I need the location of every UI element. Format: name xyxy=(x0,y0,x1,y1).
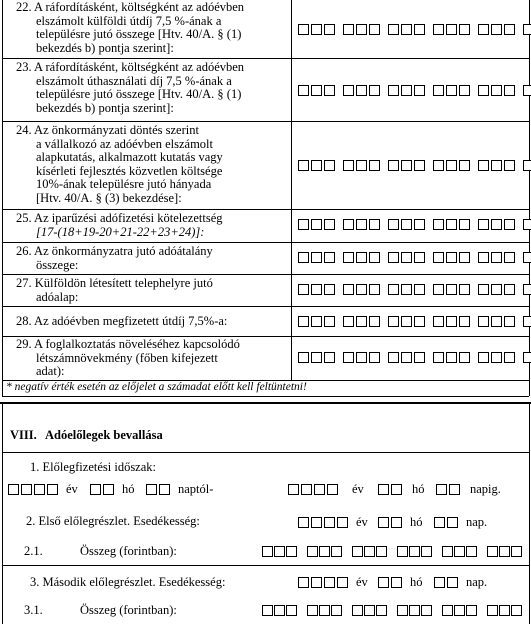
amount-digit-box[interactable] xyxy=(286,605,297,616)
amount-digit-box[interactable] xyxy=(324,85,335,96)
amount-digit-box[interactable] xyxy=(446,160,457,171)
amount-digit-box[interactable] xyxy=(504,252,515,263)
row-26-label xyxy=(16,245,288,272)
row-24-line: a vállalkozó az adóévben elszámolt xyxy=(36,136,214,151)
amount-digit-box[interactable] xyxy=(356,352,367,363)
month-unit-label: hó xyxy=(410,515,423,529)
amount-digit-box[interactable] xyxy=(311,85,322,96)
row-29-line: létszámnövekmény (főben kifejezett xyxy=(36,350,218,365)
amount-digit-box[interactable] xyxy=(364,605,375,616)
month-unit-label: hó xyxy=(410,575,423,589)
year-digit-box[interactable] xyxy=(337,577,348,588)
amount-digit-box[interactable] xyxy=(487,546,498,557)
amount-digit-box[interactable] xyxy=(414,160,425,171)
year-unit-label: év xyxy=(352,482,364,496)
amount-digit-box[interactable] xyxy=(388,24,399,35)
amount-digit-box[interactable] xyxy=(433,352,444,363)
amount-digit-box[interactable] xyxy=(369,316,380,327)
day-digit-box[interactable] xyxy=(159,484,170,495)
amount-digit-box[interactable] xyxy=(369,219,380,230)
day-digit-box[interactable] xyxy=(146,484,157,495)
section-header-divider xyxy=(2,452,529,453)
amount-digit-box[interactable] xyxy=(262,546,273,557)
amount-digit-box[interactable] xyxy=(446,24,457,35)
day-unit-label: nap. xyxy=(466,575,488,589)
amount-digit-box[interactable] xyxy=(356,316,367,327)
year-unit-label: év xyxy=(356,515,368,529)
amount-digit-box[interactable] xyxy=(343,316,354,327)
amount-digit-box[interactable] xyxy=(414,284,425,295)
amount-digit-box[interactable] xyxy=(523,85,531,96)
row-22-line: településre jutó összege [Htv. 40/A. § (1) xyxy=(36,27,242,42)
amount-digit-box[interactable] xyxy=(369,252,380,263)
year-digit-box[interactable] xyxy=(327,484,338,495)
amount-digit-box[interactable] xyxy=(433,284,444,295)
amount-digit-box[interactable] xyxy=(499,546,510,557)
amount-digit-box[interactable] xyxy=(414,316,425,327)
period-label: 1. Előlegfizetési időszak: xyxy=(30,460,157,474)
row-22-line: bekezdés b) pontja szerint]: xyxy=(36,40,174,55)
amount-digit-box[interactable] xyxy=(298,352,309,363)
amount-digit-box[interactable] xyxy=(356,24,367,35)
amount-digit-box[interactable] xyxy=(401,24,412,35)
section-right-border xyxy=(529,404,530,624)
year-digit-box[interactable] xyxy=(311,577,322,588)
row-25-line: [17-(18+19-20+21-22+23+24)]: xyxy=(36,224,205,239)
section-number: VIII. xyxy=(10,428,37,442)
amount-digit-box[interactable] xyxy=(331,546,342,557)
day-digit-box[interactable] xyxy=(447,517,458,528)
amount-digit-box[interactable] xyxy=(459,24,470,35)
month-digit-box[interactable] xyxy=(90,484,101,495)
amount-digit-box[interactable] xyxy=(364,546,375,557)
row-23-line: településre jutó összege [Htv. 40/A. § (1) xyxy=(36,87,242,102)
amount-digit-box[interactable] xyxy=(504,316,515,327)
row-28-line: 28. Az adóévben megfizetett útdíj 7,5%-a: xyxy=(16,314,228,328)
amount-digit-box[interactable] xyxy=(274,546,285,557)
row-divider xyxy=(2,209,529,210)
day-digit-box[interactable] xyxy=(447,577,458,588)
amount-digit-box[interactable] xyxy=(459,252,470,263)
amount-digit-box[interactable] xyxy=(446,252,457,263)
year-digit-box[interactable] xyxy=(288,484,299,495)
amount-digit-box[interactable] xyxy=(491,160,502,171)
amount-digit-box[interactable] xyxy=(491,252,502,263)
amount-digit-box[interactable] xyxy=(401,316,412,327)
amount-digit-box[interactable] xyxy=(369,24,380,35)
row-24-line: 24. Az önkormányzati döntés szerint xyxy=(16,123,199,137)
amount-digit-box[interactable] xyxy=(298,85,309,96)
amount-digit-box[interactable] xyxy=(523,284,531,295)
row-divider xyxy=(2,306,529,307)
amount-digit-box[interactable] xyxy=(511,546,522,557)
month-digit-box[interactable] xyxy=(378,517,389,528)
year-unit-label: év xyxy=(66,482,78,496)
month-digit-box[interactable] xyxy=(391,577,402,588)
amount-digit-box[interactable] xyxy=(523,352,531,363)
amount-digit-box[interactable] xyxy=(311,352,322,363)
amount-digit-box[interactable] xyxy=(478,24,489,35)
year-digit-box[interactable] xyxy=(298,517,309,528)
amount-digit-box[interactable] xyxy=(356,252,367,263)
month-unit-label: hó xyxy=(412,482,425,496)
month-digit-box[interactable] xyxy=(103,484,114,495)
amount-digit-box[interactable] xyxy=(352,546,363,557)
amount-digit-box[interactable] xyxy=(376,546,387,557)
amount-digit-box[interactable] xyxy=(523,160,531,171)
amount-digit-box[interactable] xyxy=(504,85,515,96)
amount-digit-box[interactable] xyxy=(356,284,367,295)
month-digit-box[interactable] xyxy=(378,484,389,495)
year-digit-box[interactable] xyxy=(301,484,312,495)
amount-digit-box[interactable] xyxy=(298,316,309,327)
amount-digit-box[interactable] xyxy=(388,284,399,295)
amount-digit-box[interactable] xyxy=(311,219,322,230)
amount-digit-box[interactable] xyxy=(478,85,489,96)
amount-digit-box[interactable] xyxy=(307,546,318,557)
year-digit-box[interactable] xyxy=(8,484,19,495)
amount-digit-box[interactable] xyxy=(286,546,297,557)
year-digit-box[interactable] xyxy=(311,517,322,528)
amount-digit-box[interactable] xyxy=(466,546,477,557)
amount-digit-box[interactable] xyxy=(319,605,330,616)
amount-digit-box[interactable] xyxy=(459,316,470,327)
row-22-label xyxy=(16,1,288,55)
amount-digit-box[interactable] xyxy=(397,605,408,616)
row-29-label xyxy=(16,338,288,379)
row-24-line: [Htv. 40/A. § (3) bekezdése]: xyxy=(36,190,182,205)
first-installment-label: 2. Első előlegrészlet. Esedékesség: xyxy=(26,514,200,528)
amount-digit-box[interactable] xyxy=(414,85,425,96)
year-digit-box[interactable] xyxy=(21,484,32,495)
year-digit-box[interactable] xyxy=(47,484,58,495)
amount-digit-box[interactable] xyxy=(459,85,470,96)
amount-digit-box[interactable] xyxy=(523,24,531,35)
amount-digit-box[interactable] xyxy=(298,219,309,230)
amount-digit-box[interactable] xyxy=(421,546,432,557)
second-amount-number: 3.1. xyxy=(24,603,43,617)
amount-digit-box[interactable] xyxy=(356,160,367,171)
amount-digit-box[interactable] xyxy=(454,605,465,616)
table-column-divider xyxy=(291,0,292,380)
day-digit-box[interactable] xyxy=(434,577,445,588)
amount-digit-box[interactable] xyxy=(409,605,420,616)
section-row-divider xyxy=(2,565,529,566)
day-digit-box[interactable] xyxy=(434,517,445,528)
amount-digit-box[interactable] xyxy=(523,316,531,327)
amount-digit-box[interactable] xyxy=(491,316,502,327)
amount-digit-box[interactable] xyxy=(274,605,285,616)
row-divider xyxy=(2,242,529,243)
amount-digit-box[interactable] xyxy=(369,352,380,363)
row-29-line: 29. A foglalkoztatás növeléséhez kapcsolódó xyxy=(16,337,240,351)
from-label: naptól- xyxy=(178,482,214,496)
amount-digit-box[interactable] xyxy=(262,605,273,616)
amount-digit-box[interactable] xyxy=(324,252,335,263)
amount-digit-box[interactable] xyxy=(491,284,502,295)
day-unit-label: nap. xyxy=(466,515,488,529)
section-viii xyxy=(0,404,531,624)
amount-digit-box[interactable] xyxy=(401,352,412,363)
amount-digit-box[interactable] xyxy=(298,24,309,35)
month-digit-box[interactable] xyxy=(391,484,402,495)
amount-digit-box[interactable] xyxy=(433,85,444,96)
amount-digit-box[interactable] xyxy=(459,219,470,230)
amount-digit-box[interactable] xyxy=(446,316,457,327)
table-right-border xyxy=(529,0,530,396)
amount-digit-box[interactable] xyxy=(414,252,425,263)
row-26-line: összege: xyxy=(36,257,79,272)
amount-digit-box[interactable] xyxy=(491,352,502,363)
amount-digit-box[interactable] xyxy=(433,24,444,35)
row-22-line: elszámolt külföldi útdíj 7,5 %-ának a xyxy=(36,13,222,28)
row-28-label xyxy=(16,315,288,329)
amount-digit-box[interactable] xyxy=(454,546,465,557)
footnote: * negatív érték esetén az előjelet a számadat előtt kell feltüntetni! xyxy=(6,381,307,393)
amount-digit-box[interactable] xyxy=(478,284,489,295)
amount-digit-box[interactable] xyxy=(356,85,367,96)
month-digit-box[interactable] xyxy=(378,577,389,588)
row-divider xyxy=(2,274,529,275)
amount-digit-box[interactable] xyxy=(491,24,502,35)
table-bottom-border xyxy=(2,396,529,397)
amount-digit-box[interactable] xyxy=(356,219,367,230)
amount-digit-box[interactable] xyxy=(376,605,387,616)
amount-digit-box[interactable] xyxy=(446,352,457,363)
amount-digit-box[interactable] xyxy=(414,352,425,363)
first-amount-number: 2.1. xyxy=(24,544,43,558)
amount-digit-box[interactable] xyxy=(433,252,444,263)
amount-digit-box[interactable] xyxy=(459,352,470,363)
row-23-line: elszámolt úthasználati díj 7,5 %-ának a xyxy=(36,73,232,88)
amount-digit-box[interactable] xyxy=(401,219,412,230)
amount-digit-box[interactable] xyxy=(478,352,489,363)
first-amount-label: Összeg (forintban): xyxy=(80,544,177,558)
amount-digit-box[interactable] xyxy=(343,160,354,171)
row-27-line: adóalap: xyxy=(36,289,79,304)
amount-digit-box[interactable] xyxy=(343,24,354,35)
year-unit-label: év xyxy=(356,575,368,589)
amount-digit-box[interactable] xyxy=(446,284,457,295)
amount-digit-box[interactable] xyxy=(459,160,470,171)
row-27-line: 27. Külföldön létesített telephelyre jutó xyxy=(16,276,213,290)
amount-digit-box[interactable] xyxy=(433,316,444,327)
row-25-line: 25. Az iparűzési adófizetési kötelezettség xyxy=(16,211,223,225)
amount-digit-box[interactable] xyxy=(298,160,309,171)
amount-digit-box[interactable] xyxy=(388,352,399,363)
row-25-label xyxy=(16,212,288,239)
row-27-label xyxy=(16,277,288,304)
year-digit-box[interactable] xyxy=(324,517,335,528)
amount-digit-box[interactable] xyxy=(324,24,335,35)
amount-digit-box[interactable] xyxy=(343,219,354,230)
amount-digit-box[interactable] xyxy=(311,284,322,295)
amount-digit-box[interactable] xyxy=(388,316,399,327)
month-unit-label: hó xyxy=(122,482,135,496)
amount-digit-box[interactable] xyxy=(523,252,531,263)
section-title: Adóelőlegek bevallása xyxy=(45,428,163,442)
row-24-line: alapkutatás, alkalmazott kutatás vagy xyxy=(36,150,223,165)
row-24-label xyxy=(16,124,288,206)
amount-digit-box[interactable] xyxy=(401,284,412,295)
amount-digit-box[interactable] xyxy=(504,352,515,363)
amount-digit-box[interactable] xyxy=(504,284,515,295)
amount-digit-box[interactable] xyxy=(298,284,309,295)
amount-digit-box[interactable] xyxy=(401,252,412,263)
year-digit-box[interactable] xyxy=(337,517,348,528)
amount-digit-box[interactable] xyxy=(331,605,342,616)
amount-digit-box[interactable] xyxy=(343,284,354,295)
day-digit-box[interactable] xyxy=(449,484,460,495)
amount-digit-box[interactable] xyxy=(324,219,335,230)
amount-digit-box[interactable] xyxy=(511,605,522,616)
amount-digit-box[interactable] xyxy=(324,284,335,295)
amount-digit-box[interactable] xyxy=(504,160,515,171)
year-digit-box[interactable] xyxy=(314,484,325,495)
amount-digit-box[interactable] xyxy=(459,284,470,295)
amount-digit-box[interactable] xyxy=(324,316,335,327)
amount-digit-box[interactable] xyxy=(433,219,444,230)
amount-digit-box[interactable] xyxy=(343,85,354,96)
to-label: napig. xyxy=(470,482,501,496)
amount-digit-box[interactable] xyxy=(433,160,444,171)
amount-digit-box[interactable] xyxy=(442,546,453,557)
amount-digit-box[interactable] xyxy=(487,605,498,616)
amount-digit-box[interactable] xyxy=(311,316,322,327)
amount-digit-box[interactable] xyxy=(369,85,380,96)
amount-digit-box[interactable] xyxy=(414,219,425,230)
amount-digit-box[interactable] xyxy=(388,85,399,96)
amount-digit-box[interactable] xyxy=(311,252,322,263)
amount-digit-box[interactable] xyxy=(523,219,531,230)
year-digit-box[interactable] xyxy=(324,577,335,588)
amount-digit-box[interactable] xyxy=(478,160,489,171)
amount-digit-box[interactable] xyxy=(504,219,515,230)
amount-digit-box[interactable] xyxy=(307,605,318,616)
amount-digit-box[interactable] xyxy=(442,605,453,616)
amount-digit-box[interactable] xyxy=(491,85,502,96)
year-digit-box[interactable] xyxy=(34,484,45,495)
amount-digit-box[interactable] xyxy=(446,85,457,96)
amount-digit-box[interactable] xyxy=(478,316,489,327)
amount-digit-box[interactable] xyxy=(478,252,489,263)
amount-digit-box[interactable] xyxy=(319,546,330,557)
amount-digit-box[interactable] xyxy=(343,252,354,263)
second-amount-label: Összeg (forintban): xyxy=(80,603,177,617)
day-digit-box[interactable] xyxy=(436,484,447,495)
amount-digit-box[interactable] xyxy=(421,605,432,616)
row-divider xyxy=(2,58,529,59)
amount-digit-box[interactable] xyxy=(369,284,380,295)
amount-digit-box[interactable] xyxy=(388,219,399,230)
row-29-line: adat): xyxy=(36,364,65,379)
amount-digit-box[interactable] xyxy=(491,219,502,230)
amount-digit-box[interactable] xyxy=(388,252,399,263)
row-23-line: bekezdés b) pontja szerint]: xyxy=(36,100,174,115)
amount-digit-box[interactable] xyxy=(414,24,425,35)
amount-digit-box[interactable] xyxy=(409,546,420,557)
amount-digit-box[interactable] xyxy=(499,605,510,616)
row-24-line: 10%-ának településre jutó hányada xyxy=(36,177,212,192)
row-23-label xyxy=(16,61,288,115)
row-24-line: kísérleti fejlesztés közvetlen költsége xyxy=(36,163,223,178)
amount-digit-box[interactable] xyxy=(369,160,380,171)
row-22-line: 22. A ráfordításként, költségként az adóévben xyxy=(16,0,245,14)
amount-digit-box[interactable] xyxy=(311,24,322,35)
second-installment-label: 3. Második előlegrészlet. Esedékesség: xyxy=(30,575,226,589)
month-digit-box[interactable] xyxy=(391,517,402,528)
amount-digit-box[interactable] xyxy=(388,160,399,171)
amount-digit-box[interactable] xyxy=(352,605,363,616)
amount-digit-box[interactable] xyxy=(478,219,489,230)
amount-digit-box[interactable] xyxy=(343,352,354,363)
section-left-border xyxy=(2,404,3,624)
amount-digit-box[interactable] xyxy=(298,252,309,263)
amount-digit-box[interactable] xyxy=(324,352,335,363)
year-digit-box[interactable] xyxy=(298,577,309,588)
amount-digit-box[interactable] xyxy=(311,160,322,171)
amount-digit-box[interactable] xyxy=(446,219,457,230)
amount-digit-box[interactable] xyxy=(397,546,408,557)
amount-digit-box[interactable] xyxy=(504,24,515,35)
amount-digit-box[interactable] xyxy=(324,160,335,171)
row-26-line: 26. Az önkormányzatra jutó adóátalány xyxy=(16,244,213,258)
row-23-line: 23. A ráfordításként, költségként az adóévben xyxy=(16,60,245,74)
amount-digit-box[interactable] xyxy=(401,160,412,171)
amount-digit-box[interactable] xyxy=(401,85,412,96)
row-divider xyxy=(2,121,529,122)
amount-digit-box[interactable] xyxy=(466,605,477,616)
